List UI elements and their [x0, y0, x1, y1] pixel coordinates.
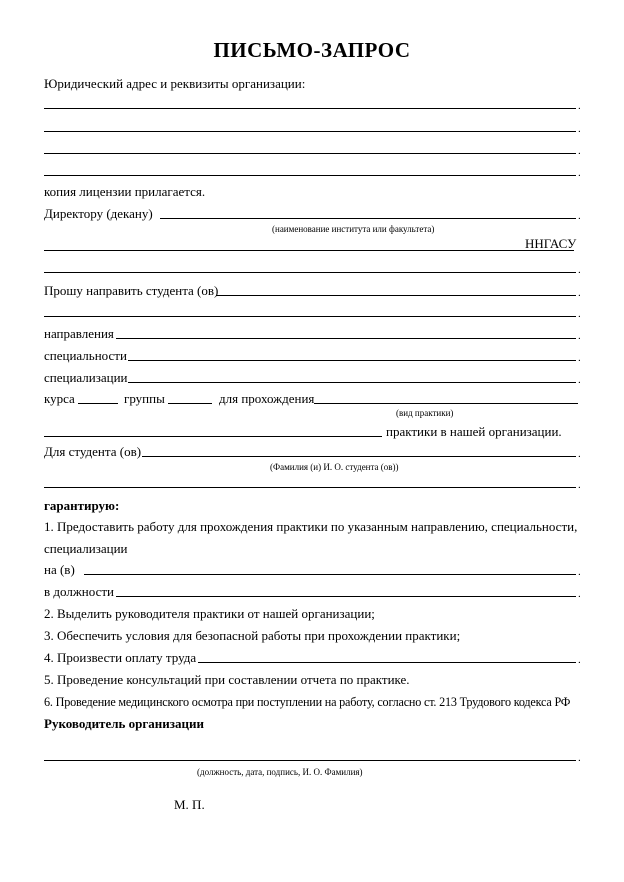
specialization-label: специализации — [44, 370, 128, 385]
legal-address-label: Юридический адрес и реквизиты организации: — [44, 76, 306, 91]
group-field[interactable] — [168, 403, 212, 404]
address-line-4[interactable] — [44, 175, 576, 176]
line-end-mark: . — [578, 352, 581, 364]
practice-type-field-2[interactable] — [44, 436, 382, 437]
group-label: группы — [124, 391, 165, 406]
item-2: 2. Выделить руководителя практики от нашей организации; — [44, 606, 375, 621]
line-end-mark: . — [578, 566, 581, 578]
item-5: 5. Проведение консультаций при составлении отчета по практике. — [44, 672, 410, 687]
line-end-mark: . — [578, 588, 581, 600]
blank-line[interactable] — [44, 487, 576, 488]
stamp-label: М. П. — [174, 797, 205, 812]
institute-field[interactable] — [160, 218, 576, 219]
course-label: курса — [44, 391, 75, 406]
organization-field[interactable] — [84, 574, 576, 575]
line-end-mark: . — [578, 330, 581, 342]
item-1-cont: специализации — [44, 541, 128, 556]
practice-type-field[interactable] — [314, 403, 578, 404]
specialty-field[interactable] — [128, 360, 576, 361]
on-label: на (в) — [44, 562, 75, 577]
line-end-mark: . — [578, 752, 581, 764]
institute-hint: (наименование института или факультета) — [272, 224, 435, 234]
address-line-3[interactable] — [44, 153, 576, 154]
blank-line[interactable] — [44, 272, 576, 273]
signature-field[interactable] — [44, 760, 576, 761]
line-end-mark: . — [578, 448, 581, 460]
student-name-hint: (Фамилия (и) И. О. студента (ов)) — [270, 462, 399, 472]
line-end-mark: . — [578, 654, 581, 666]
request-label: Прошу направить студента (ов) — [44, 283, 219, 298]
student-names-field[interactable] — [142, 456, 576, 457]
institute-line-2[interactable] — [44, 250, 574, 251]
line-end-mark: . — [578, 374, 581, 386]
direction-field[interactable] — [116, 338, 576, 339]
page-title: ПИСЬМО-ЗАПРОС — [213, 38, 411, 62]
payment-field[interactable] — [198, 662, 576, 663]
item-4: 4. Произвести оплату труда — [44, 650, 197, 665]
line-end-mark: . — [578, 145, 581, 157]
position-label: в должности — [44, 584, 114, 599]
university-name: ННГАСУ — [525, 236, 577, 251]
line-end-mark: . — [578, 100, 581, 112]
address-line-1[interactable] — [44, 108, 576, 109]
for-students-label: Для студента (ов) — [44, 444, 142, 459]
course-field[interactable] — [78, 403, 118, 404]
license-note: копия лицензии прилагается. — [44, 184, 206, 199]
address-line-2[interactable] — [44, 131, 576, 132]
item-1: 1. Предоставить работу для прохождения практики по указанным направлению, специальности, — [44, 519, 578, 534]
specialty-label: специальности — [44, 348, 127, 363]
blank-line[interactable] — [44, 316, 576, 317]
line-end-mark: . — [578, 479, 581, 491]
director-label: Директору (декану) — [44, 206, 153, 221]
item-3: 3. Обеспечить условия для безопасной работы при прохождении практики; — [44, 628, 461, 643]
line-end-mark: . — [578, 264, 581, 276]
line-end-mark: . — [578, 287, 581, 299]
head-label: Руководитель организации — [44, 716, 204, 731]
item-6: 6. Проведение медицинского осмотра при поступлении на работу, согласно ст. 213 Трудового кодекса РФ — [44, 695, 571, 709]
direction-label: направления — [44, 326, 114, 341]
specialization-field[interactable] — [128, 382, 576, 383]
guarantee-label: гарантирую: — [44, 498, 120, 513]
line-end-mark: . — [578, 167, 581, 179]
for-label: для прохождения — [219, 391, 315, 406]
signature-hint: (должность, дата, подпись, И. О. Фамилия) — [197, 767, 363, 777]
position-field[interactable] — [116, 596, 576, 597]
practice-type-hint: (вид практики) — [396, 408, 454, 418]
student-count-field[interactable] — [216, 295, 576, 296]
line-end-mark: . — [578, 308, 581, 320]
line-end-mark: . — [578, 210, 581, 222]
line-end-mark: . — [578, 123, 581, 135]
practice-in-org: практики в нашей организации. — [386, 424, 562, 439]
